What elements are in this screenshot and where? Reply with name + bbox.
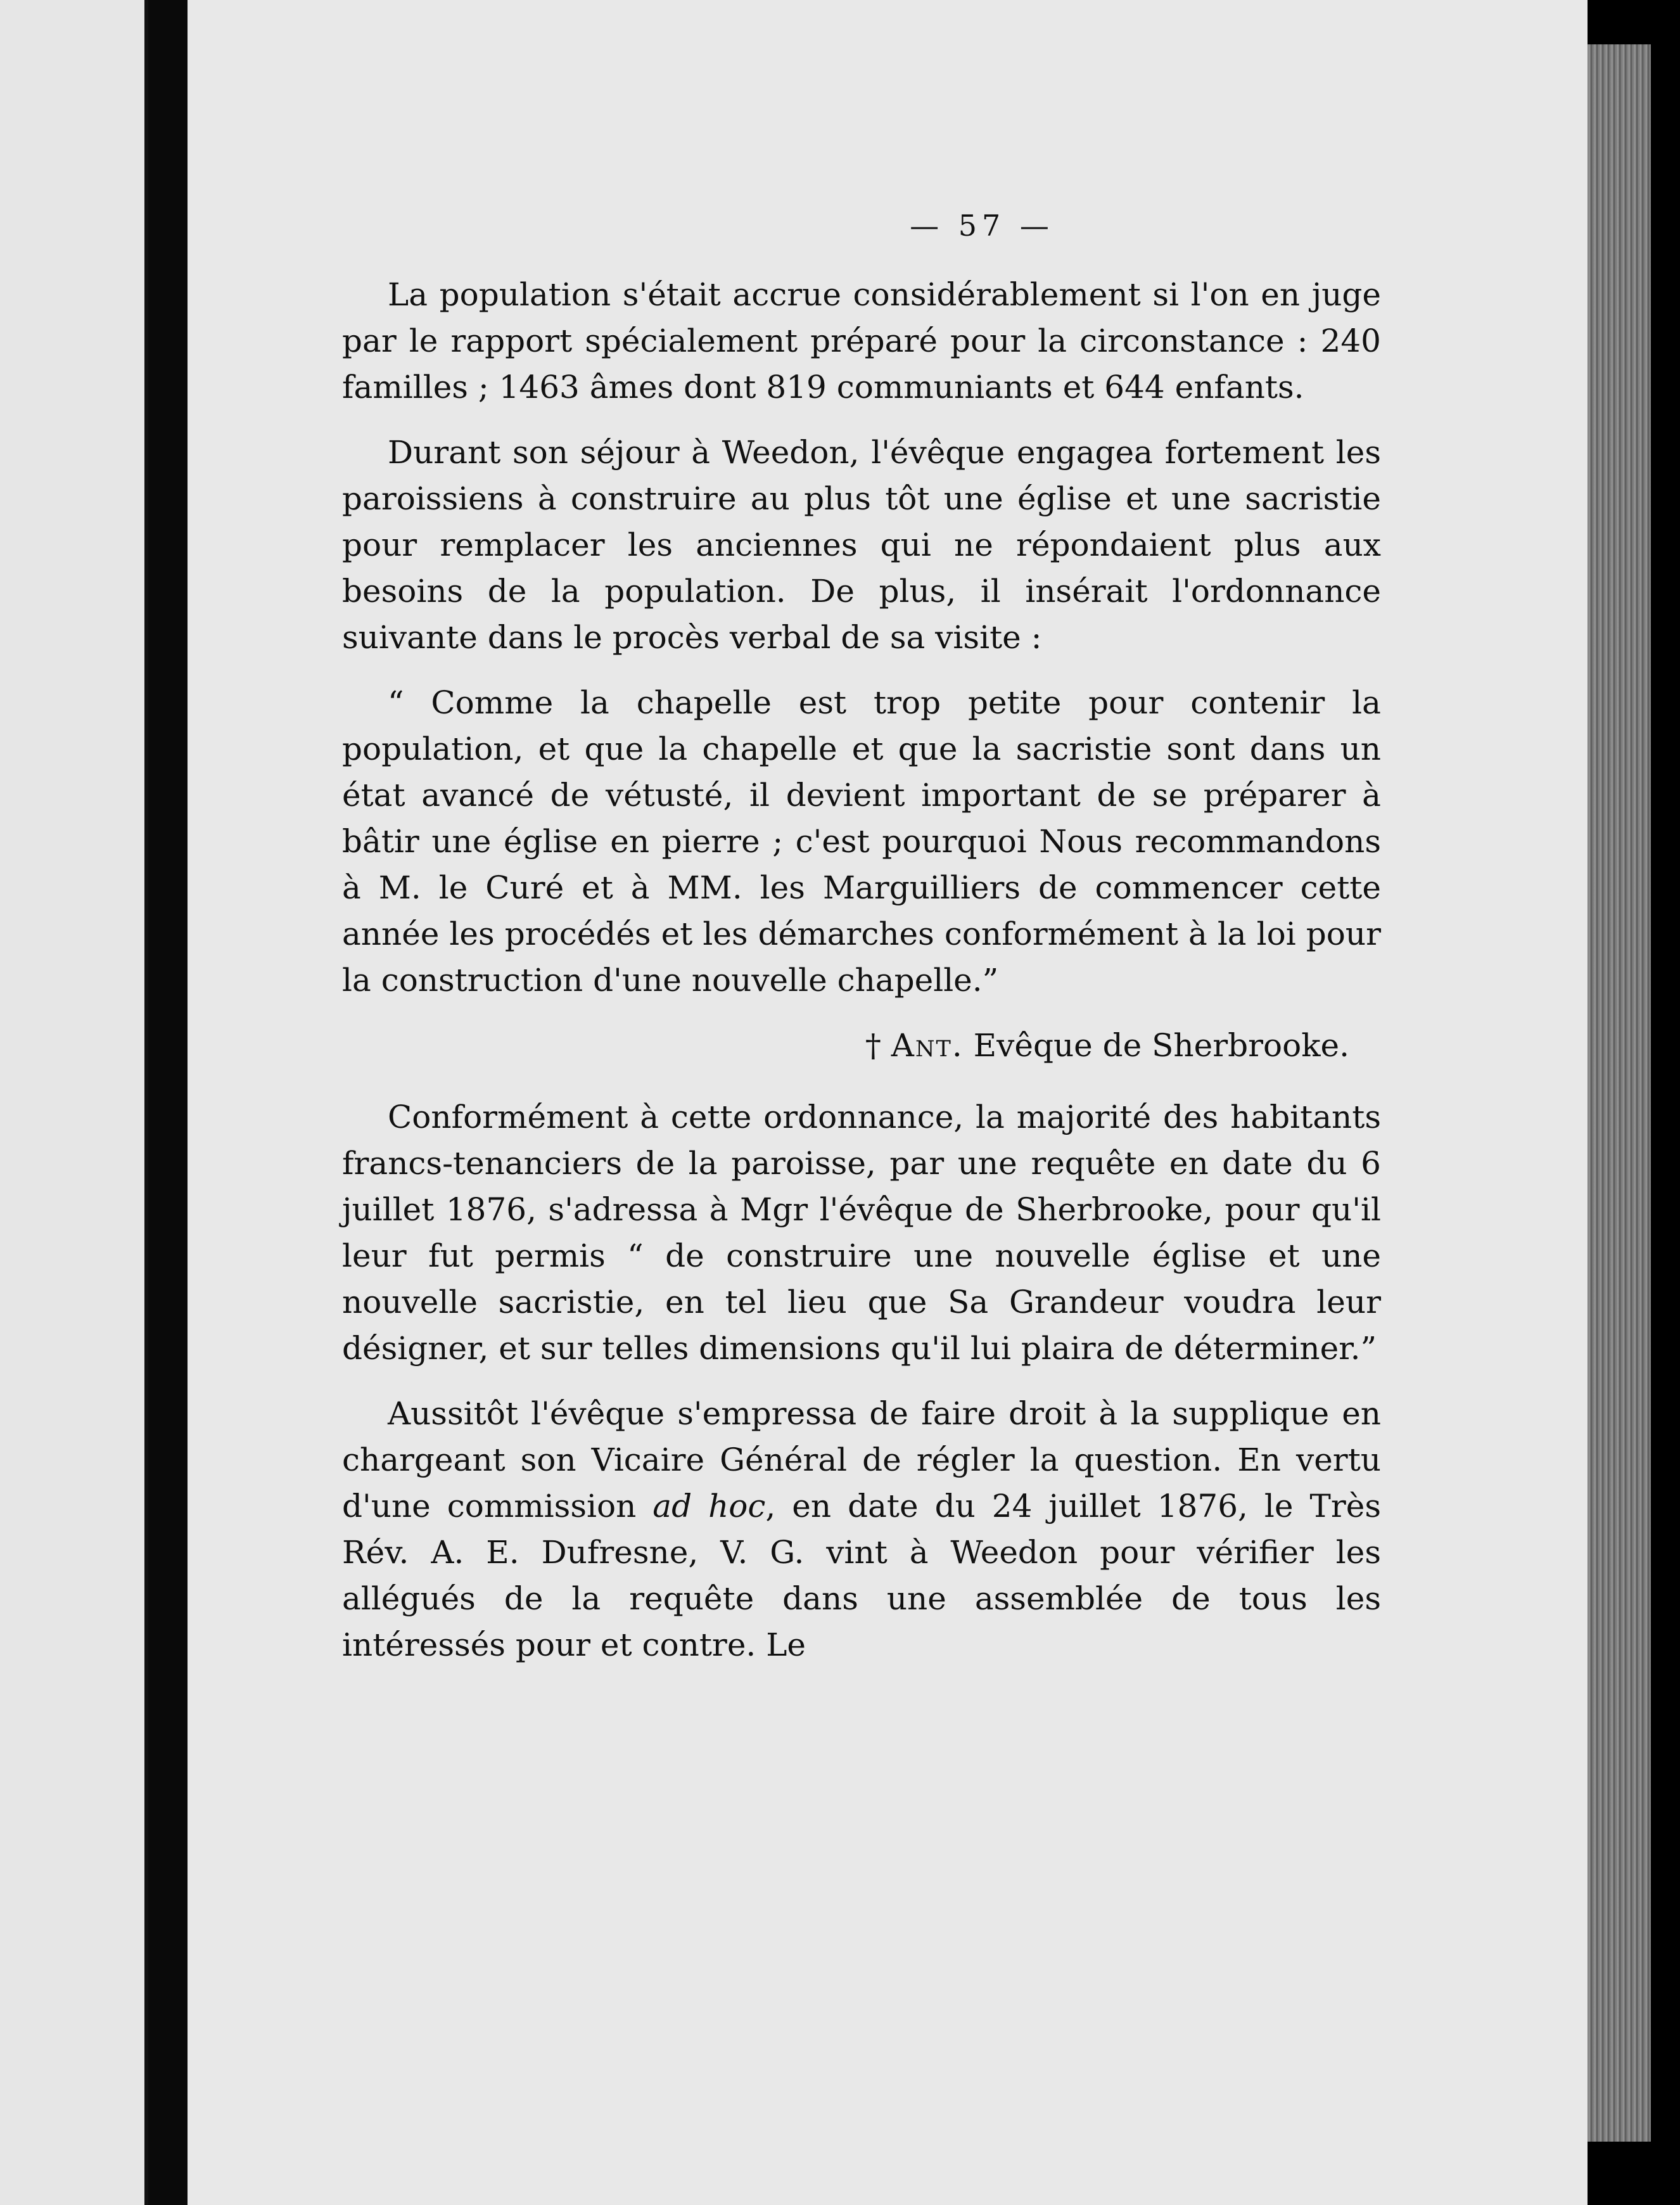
page-text [342, 203, 1381, 1687]
left-page-edge [0, 0, 146, 2205]
cross-symbol: † [865, 1027, 881, 1064]
page-number: — 57 — [910, 208, 1054, 243]
paragraph-commission-start: Aussitôt l'évêque s'empressa de faire droit à la supplique en chargeant son Vicaire Général de régler la question. En vertu d'une commission [342, 1395, 1381, 1524]
paragraph-population: La population s'était accrue considérablement si l'on en juge par le rapport spécialement préparé pour la circonstance : 240 familles ; 1463 âmes dont 819 communiants et 644 enfants. [342, 276, 1381, 406]
signature-title: Evêque de Sherbrooke. [973, 1027, 1349, 1064]
paragraph-commission-end: , en date du 24 juillet 1876, le Très Rév. A. E. Dufresne, V. G. vint à Weedon pour vérifier les allégués de la requête dans une assemblée de tous les intéressés pour et contre. Le [342, 1488, 1381, 1663]
paragraph-sejour: Durant son séjour à Weedon, l'évêque engagea fortement les paroissiens à construire au plus tôt une église et une sacristie pour remplacer les anciennes qui ne répondaient plus aux besoins de la population. De plus, il insérait l'ordonnance suivante dans le procès verbal de sa visite : [342, 434, 1381, 656]
paragraph-commission-italic: ad hoc [652, 1488, 766, 1524]
book-gutter [148, 0, 188, 2205]
paragraph-commission [342, 1391, 1381, 1668]
signature [342, 1023, 1381, 1069]
ordinance-quote: “ Comme la chapelle est trop petite pour contenir la population, et que la chapelle et que la sacristie sont dans un état avancé de vétusté, il devient important de se préparer à bâtir une église en pierre ; c'est pourquoi Nous recommandons à M. le Curé et à MM. les Marguilliers de commencer cette année les procédés et les démarches conformément à la loi pour la construction d'une nouvelle chapelle.” [342, 684, 1381, 999]
page-stack-edges [1588, 44, 1651, 2142]
signature-name: Ant. [891, 1027, 964, 1064]
paragraph-requete: Conformément à cette ordonnance, la majorité des habitants francs-tenanciers de la paroisse, par une requête en date du 6 juillet 1876, s'adressa à Mgr l'évêque de Sherbrooke, pour qu'il leur fut permis “ de construire une nouvelle église et une nouvelle sacristie, en tel lieu que Sa Grandeur voudra leur désigner, et sur telles dimensions qu'il lui plaira de déterminer.” [342, 1099, 1381, 1367]
